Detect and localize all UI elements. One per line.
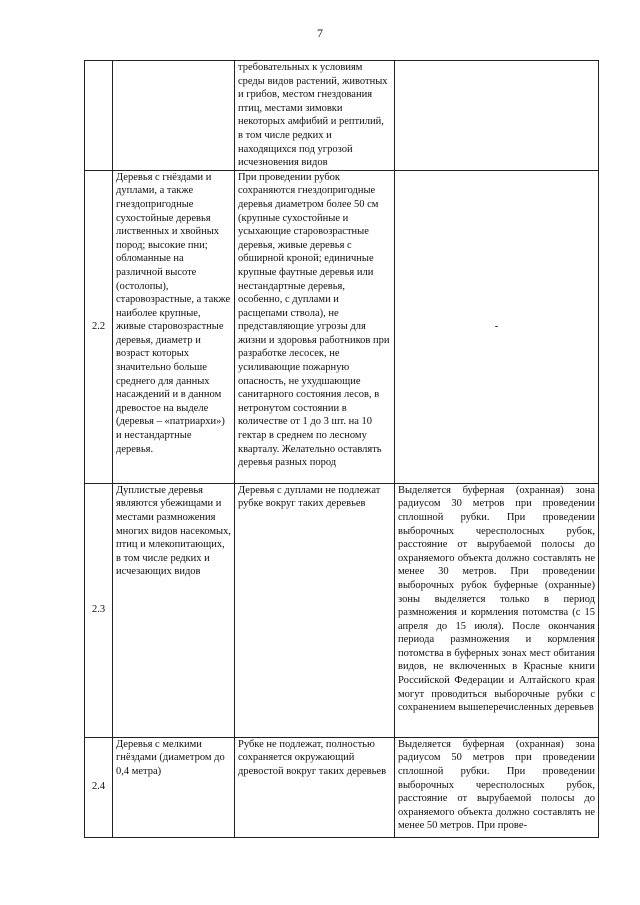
table-row <box>85 61 599 171</box>
subject-cell: Деревья с мелкими гнёздами (диаметром до 0,4 метра) <box>113 737 235 837</box>
requirement-cell: При проведении рубок сохраняются гнездопригодные деревья диаметром более 50 см (крупные сухостойные и усыхающие старовозрастные деревья, живые деревья с обширной кроной; единичные крупные фаутные деревья или нестандартные деревья, особенно, с дуплами и расщепами ствола), не представляющие угрозы для жизни и здоровья работников при разработке лесосек, не усиливающие пожарную опасность, не ухудшающие санитарного состояния лесов, в нетронутом состоянии в количестве от 1 до 3 шт. на 10 гектар в среднем по лесному кварталу. Желательно оставлять деревья разных пород <box>235 170 395 483</box>
requirement-cell: требовательных к условиям среды видов растений, животных и грибов, местом гнездования птиц, местами зимовки некоторых амфибий и рептилий, в том числе редких и находящихся под угрозой исчезновения видов <box>235 61 395 171</box>
buffer-zone-cell: Выделяется буферная (охранная) зона радиусом 30 метров при проведении сплошной рубки. При проведении выборочных чересполосных рубок, расстояние от вырубаемой полосы до охраняемого объекта должно составлять не менее 30 метров. При проведении выборочных рубок буферные (охранные) зоны выделяется только в период размножения и кормления потомства (с 15 апреля до 15 июля). После окончания периода размножения и кормления потомства в буферных зонах мест обитания видов, не включенных в Красные книги Российской Федерации и Алтайского края могут проводиться выборочные рубки с сохранением вышеперечисленных деревьев <box>395 483 599 737</box>
regulation-table <box>84 60 599 838</box>
buffer-zone-cell: - <box>395 170 599 483</box>
row-number: 2.3 <box>85 483 113 737</box>
subject-cell: Дуплистые деревья являются убежищами и местами размножения многих видов насекомых, птиц и млекопитающих, в том числе редких и исчезающих видов <box>113 483 235 737</box>
requirement-cell: Рубке не подлежат, полностью сохраняется окружающий древостой вокруг таких деревьев <box>235 737 395 837</box>
subject-cell <box>113 61 235 171</box>
table-row <box>85 737 599 837</box>
row-number <box>85 61 113 171</box>
table-row <box>85 483 599 737</box>
row-number: 2.2 <box>85 170 113 483</box>
buffer-zone-text: Выделяется буферная (охранная) зона радиусом 50 метров при проведении сплошной рубки. При проведении выборочных чересполосных рубок, расстояние от вырубаемой полосы до охраняемого объекта должно составлять не менее 50 метров. При прове- <box>398 738 595 832</box>
table-row <box>85 170 599 483</box>
buffer-zone-cell <box>395 61 599 171</box>
subject-cell: Деревья с гнёздами и дуплами, а также гнездопригодные сухостойные деревья лиственных и хвойных пород; высокие пни; обломанные на различной высоте (остолопы), старовозрастные, а также наиболее крупные, живые старовозрастные деревья, диаметр и возраст которых значительно больше среднего для данных насаждений и в данном древостое на выделе (деревья – «патриархи») и нестандартные деревья. <box>113 170 235 483</box>
buffer-zone-cell <box>395 737 599 837</box>
row-number: 2.4 <box>85 737 113 837</box>
requirement-cell: Деревья с дуплами не подлежат рубке вокруг таких деревьев <box>235 483 395 737</box>
page-number: 7 <box>317 26 323 40</box>
